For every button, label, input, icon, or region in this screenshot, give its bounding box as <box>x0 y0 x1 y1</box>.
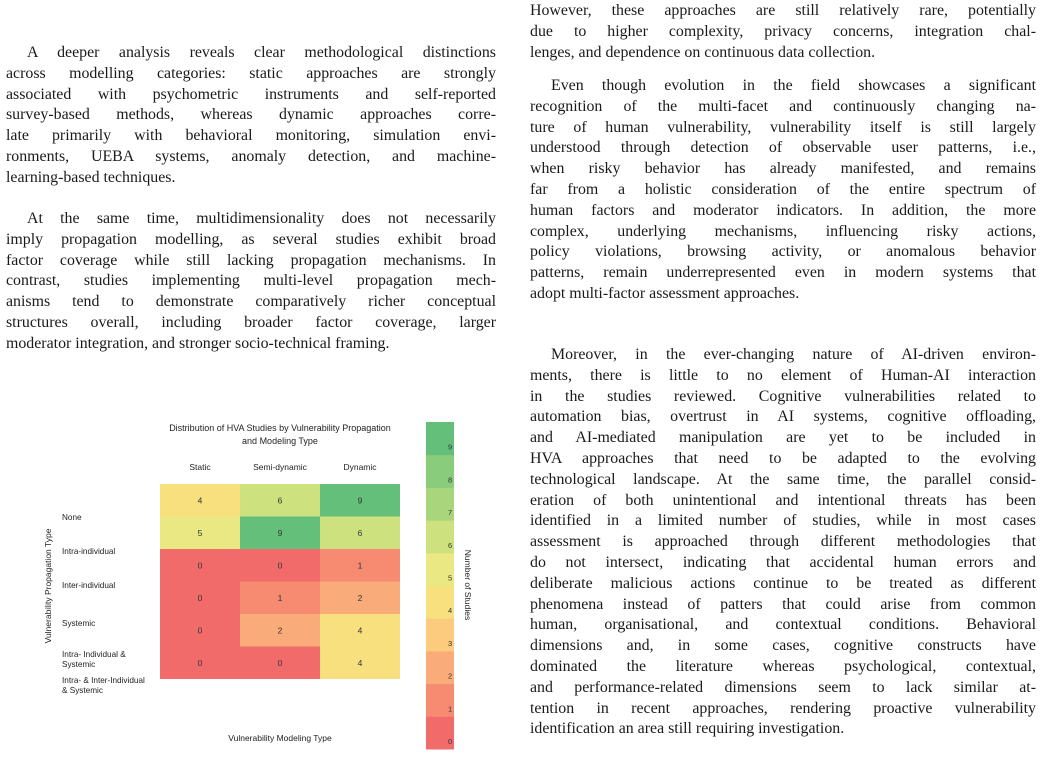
cell-value: 2 <box>277 625 283 636</box>
text-line: far from a holistic consideration of the entire spectrum of <box>530 180 1036 198</box>
text-line: human factors and moderator indicators. In addition, the more <box>530 201 1036 219</box>
text-line: ture of human vulnerability, vulnerability itself is still largely <box>530 118 1036 136</box>
text-line: survey-based methods, whereas dynamic approaches corre- <box>6 106 496 124</box>
cell-value: 5 <box>197 527 203 538</box>
text-line: At the same time, multidimensionality does not necessarily <box>27 210 496 227</box>
paragraph-human-ai-interaction <box>530 345 1036 740</box>
heatmap-chart <box>0 400 500 770</box>
text-line: due to higher complexity, privacy concerns, integration chal- <box>530 22 1036 40</box>
paragraph-multidimensionality <box>6 209 496 355</box>
colorbar-label: Number of Studies <box>463 549 473 621</box>
row-label: None <box>62 513 82 522</box>
paragraph-evolution-in-field <box>530 76 1036 305</box>
text-line: lenges, and dependence on continuous data collection. <box>530 43 876 61</box>
text-line: However, these approaches are still relatively rare, potentially <box>530 2 1036 19</box>
text-line: Moreover, in the ever-changing nature of AI-driven environ- <box>551 346 1036 363</box>
column-header: Static <box>189 462 211 472</box>
text-line: when risky behavior has already manifested, and remains <box>530 160 1036 178</box>
colorbar-tick: 5 <box>448 573 453 583</box>
cell-value: 9 <box>277 527 283 538</box>
y-axis-label: Vulnerability Propagation Type <box>43 528 53 644</box>
colorbar-tick: 2 <box>448 671 453 681</box>
text-line: patterns, remain underrepresented even in modern systems that <box>530 264 1036 282</box>
colorbar-tick: 1 <box>448 704 453 714</box>
text-line: contrast, studies implementing multi-level propagation mech- <box>6 272 496 290</box>
text-line: imply propagation modelling, as several studies exhibit broad <box>6 230 496 248</box>
row-label: Systemic <box>62 660 96 669</box>
text-line: and AI-mediated manipulation are yet to be included in <box>530 429 1036 447</box>
chart-title-line: and Modeling Type <box>242 436 318 446</box>
column-header: Semi-dynamic <box>253 462 307 472</box>
text-line: tention in recent approaches, rendering proactive vulnerability <box>530 699 1036 717</box>
row-label: Intra- Individual & <box>62 650 126 659</box>
row-label: Intra- & Inter-Individual <box>62 676 145 685</box>
text-line: and performance-related dimensions seem to lack similar at- <box>530 678 1036 696</box>
cell-value: 2 <box>357 592 363 603</box>
text-line: Even though evolution in the field showcases a significant <box>551 77 1036 94</box>
cell-value: 0 <box>197 625 203 636</box>
text-line: complex, underlying mechanisms, influencing risky actions, <box>530 222 1036 240</box>
text-line: policy violations, browsing activity, or anomalous behavior <box>530 243 1036 261</box>
text-line: phenomena instead of patters that could arise from common <box>530 595 1036 613</box>
text-line: ments, there is little to no element of Human-AI interaction <box>530 366 1036 384</box>
cell-value: 0 <box>197 592 203 603</box>
text-line: HVA approaches that need to be adapted to the evolving <box>530 449 1036 467</box>
cell-value: 6 <box>277 495 283 506</box>
text-line: moderator integration, and stronger socio-technical framing. <box>6 334 390 352</box>
text-line: factor coverage while still lacking propagation mechanisms. In <box>6 251 496 269</box>
paragraph-methodological-distinctions <box>6 43 496 189</box>
text-line: adopt multi-factor assessment approaches. <box>530 284 800 302</box>
colorbar-tick: 7 <box>448 508 453 518</box>
colorbar-tick: 6 <box>448 540 453 550</box>
text-line: human, organisational, and contextual conditions. Behavioral <box>530 616 1036 634</box>
text-line: do not intersect, indicating that accidental human errors and <box>530 553 1036 571</box>
cell-value: 0 <box>197 657 203 668</box>
text-line: structures overall, including broader factor coverage, larger <box>6 313 496 331</box>
cell-value: 1 <box>357 560 363 571</box>
text-line: assessment is approached through different methodologies that <box>530 533 1036 551</box>
heatmap-figure <box>0 400 500 770</box>
cell-value: 4 <box>357 657 363 668</box>
cell-value: 6 <box>357 527 363 538</box>
paragraph-rare-approaches <box>530 1 1036 63</box>
cell-value: 4 <box>357 625 363 636</box>
text-line: understood through detection of observable user patterns, i.e., <box>530 139 1036 157</box>
cell-value: 0 <box>197 560 203 571</box>
text-line: associated with psychometric instruments and self-reported <box>6 85 496 103</box>
text-line: technological landscape. At the same time, the parallel consid- <box>530 470 1036 488</box>
text-line: automation bias, overtrust in AI systems, cognitive offloading, <box>530 408 1036 426</box>
x-axis-label: Vulnerability Modeling Type <box>228 733 332 743</box>
text-line: ronments, UEBA systems, anomaly detection, and machine- <box>6 147 496 165</box>
column-header: Dynamic <box>343 462 377 472</box>
cell-value: 9 <box>357 495 363 506</box>
text-line: across modelling categories: static approaches are strongly <box>6 64 496 82</box>
text-line: late primarily with behavioral monitoring, simulation envi- <box>6 127 496 145</box>
row-label: & Systemic <box>62 686 103 695</box>
text-line: recognition of the multi-facet and continuously changing na- <box>530 97 1036 115</box>
cell-value: 0 <box>277 657 283 668</box>
text-line: anisms tend to demonstrate comparatively richer conceptual <box>6 293 496 311</box>
text-line: eration of both unintentional and intentional threats has been <box>530 491 1036 509</box>
colorbar-tick: 3 <box>448 638 453 648</box>
cell-value: 1 <box>277 592 283 603</box>
text-line: dimensions and, in some cases, cognitive constructs have <box>530 637 1036 655</box>
colorbar-tick: 9 <box>448 442 453 452</box>
chart-title-line: Distribution of HVA Studies by Vulnerability Propagation <box>169 423 391 433</box>
row-label: Inter-individual <box>62 581 116 590</box>
text-line: learning-based techniques. <box>6 168 176 186</box>
text-line: A deeper analysis reveals clear methodological distinctions <box>27 44 496 61</box>
text-line: deliberate malicious actions continue to be treated as different <box>530 574 1036 592</box>
text-line: identified in a limited number of studies, while in most cases <box>530 512 1036 530</box>
colorbar-tick: 8 <box>448 475 453 485</box>
text-line: dominated the literature whereas psychological, contextual, <box>530 657 1036 675</box>
row-label: Systemic <box>62 619 96 628</box>
colorbar-tick: 4 <box>448 606 453 616</box>
cell-value: 0 <box>277 560 283 571</box>
colorbar-tick: 0 <box>448 737 453 746</box>
text-line: in the studies reviewed. Cognitive vulnerabilities related to <box>530 387 1036 405</box>
text-line: identification an area still requiring investigation. <box>530 720 845 738</box>
row-label: Intra-individual <box>62 547 116 556</box>
cell-value: 4 <box>197 495 203 506</box>
